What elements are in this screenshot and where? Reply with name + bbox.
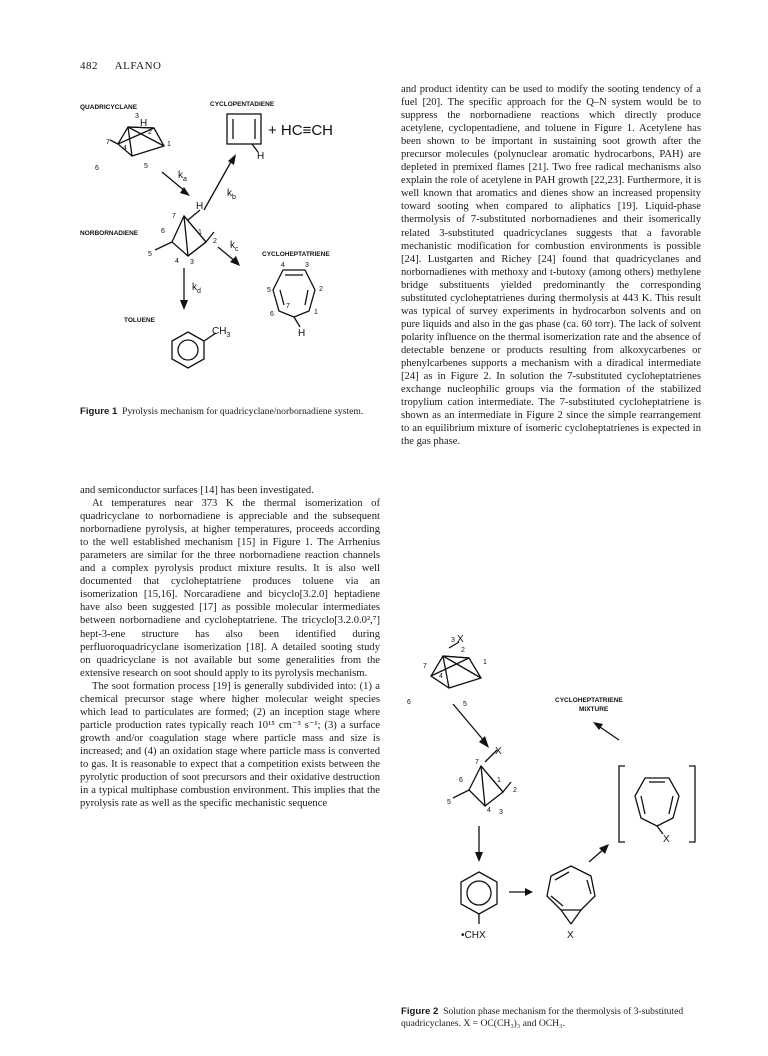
f2-norb-num: 5 xyxy=(447,799,451,806)
f2-norb-x: X xyxy=(495,746,502,757)
right-column-text xyxy=(401,83,701,448)
mixture-label-line1: CYCLOHEPTATRIENE xyxy=(555,697,623,704)
quad-num: 4 xyxy=(123,145,127,152)
left-paragraph-2: At temperatures near 373 K the thermal isomerization of quadricyclane to norbornadiene is appreciable and the subsequent norbornadiene pyrolysis, at higher temperatures, proceeds according to the well established mechanism [15] in Figure 1. The Arrhenius parameters are similar for the three norbornadiene reaction channels and a complex pyrolysis product mixture results. It is also well documented that cycloheptatriene produces toluene via an isomerization [15,16]. Norcaradiene and bicyclo[3.2.0] heptadiene have also been suggested [17] as possible molecular intermediates between norbornadiene and cycloheptatriene. The tricyclo[3.2.0.0²,⁷] hept-3-ene structure has also been identified during perfluoroquadricyclane isomerization [18]. A detailed sooting study on quadricyclane is not available but some generalities from the extensive research on soot should apply to its pyrolysis mechanism. xyxy=(80,498,380,679)
f2-quad-num: 5 xyxy=(463,701,467,708)
cycloheptatriene-structure xyxy=(273,270,315,327)
cycloheptatriene-mixture-structure xyxy=(619,766,695,842)
f2-quad-num: 6 xyxy=(407,699,411,706)
norb-num: 7 xyxy=(172,213,176,220)
norb-num: 6 xyxy=(161,228,165,235)
f2-norb-num: 7 xyxy=(475,759,479,766)
f2-quad-num: 4 xyxy=(439,673,443,680)
quadricyclane-structure xyxy=(110,127,164,156)
f2-norb-num: 1 xyxy=(497,777,501,784)
cpd-h: H xyxy=(257,151,265,162)
figure-1-caption-text: Pyrolysis mechanism for quadricyclane/norbornadiene system. xyxy=(122,406,364,417)
left-column-text xyxy=(80,484,380,810)
cyclopentadiene-structure xyxy=(227,114,261,152)
running-header xyxy=(80,60,175,72)
norb-num: 1 xyxy=(198,229,202,236)
norcaradiene-intermediate xyxy=(547,866,595,924)
diradical-intermediate xyxy=(461,872,497,924)
chx-group: •CHX xyxy=(461,930,486,941)
chept-num: 6 xyxy=(270,311,274,318)
quad-h: H xyxy=(140,118,148,129)
norcaradiene-x: X xyxy=(567,930,574,941)
toluene-ch3: $CH_3$ xyxy=(212,326,231,339)
rate-constant-kc: $k_c$ xyxy=(230,240,239,253)
rate-constant-ka: $k_a$ xyxy=(178,170,187,183)
left-paragraph-3: The soot formation process [19] is generally subdivided into: (1) a chemical precursor stage where higher molecular weight species which lead to particulates are formed; (2) an inception stage where particle production rates typically reach 10¹⁵ cm⁻³ s⁻¹; (3) a surface growth and/or coagulation stage where particle mass and size is increased; and (4) an oxidation stage where particle mass is converted to gas. It is reasonable to expect that a competition exists between the pyrolytic production of soot precursors and their oxidative destruction in a typical multiphase combustion environment. This implies that the pyrolysis rate as well as the specific mechanistic sequence xyxy=(80,680,380,810)
norb-num: 4 xyxy=(175,258,179,265)
chept-h: H xyxy=(298,328,306,339)
mixture-label-line2: MIXTURE xyxy=(579,706,609,713)
cycloheptatriene-label: CYCLOHEPTATRIENE xyxy=(262,251,330,258)
quadricyclane-label: QUADRICYCLANE xyxy=(80,104,138,111)
norbornadiene-label: NORBORNADIENE xyxy=(80,230,139,237)
quad-num: 6 xyxy=(95,165,99,172)
substituted-quadricyclane xyxy=(431,642,481,688)
figure-1-diagram xyxy=(80,92,380,402)
f2-norb-num: 2 xyxy=(513,787,517,794)
quad-num: 7 xyxy=(106,139,110,146)
f2-norb-num: 3 xyxy=(499,809,503,816)
norb-num: 2 xyxy=(213,238,217,245)
quad-num: 2 xyxy=(148,129,152,136)
toluene-label: TOLUENE xyxy=(124,317,155,324)
quad-num: 3 xyxy=(135,113,139,120)
f2-norb-num: 6 xyxy=(459,777,463,784)
figure-2-caption xyxy=(401,1006,706,1030)
chept-num: 1 xyxy=(314,309,318,316)
acetylene-product: + HC≡CH xyxy=(268,122,334,139)
norb-num: 5 xyxy=(148,251,152,258)
norb-h: H xyxy=(196,201,204,212)
f2-quad-num: 1 xyxy=(483,659,487,666)
figure-1-caption-label: Figure 1 xyxy=(80,406,118,417)
f2-quad-num: 2 xyxy=(461,647,465,654)
chept-num: 7 xyxy=(286,303,290,310)
chept-num: 5 xyxy=(267,287,271,294)
quad-num: 5 xyxy=(144,163,148,170)
chept-num: 3 xyxy=(305,262,309,269)
f2-quad-num: 3 xyxy=(451,637,455,644)
cyclopentadiene-label: CYCLOPENTADIENE xyxy=(210,101,275,108)
page-number: 482 xyxy=(80,60,98,72)
toluene-structure xyxy=(172,332,216,368)
running-head-author: ALFANO xyxy=(114,60,162,72)
chept-num: 4 xyxy=(281,262,285,269)
quad-num: 1 xyxy=(167,141,171,148)
left-paragraph-1: and semiconductor surfaces [14] has been investigated. xyxy=(80,485,314,496)
right-paragraph-1: and product identity can be used to modify the sooting tendency of a fuel [20]. The specific approach for the Q–N system would be to suppress the norbornadiene reactions which directly produce acetylene, cyclopentadiene, and toluene in Figure 1. Acetylene has been shown to be important in sustaining soot growth after the precursor molecules (polynuclear aromatic hydrocarbons, PAH) are depleted in premixed flames [21]. Two free radical mechanisms also explain the role of acetylene in PAH growth [22,23]. Furthermore, it is well known that aromatics and dienes show an increased propensity toward sooting when compared to aliphatics [19]. Liquid-phase thermolysis of 7-substituted norbornadienes and their isomerically related 3-substituted quadricyclanes suggests that a favorable mechanistic modification for combustion environments is possible [24]. Lustgarten and Richey [24] found that quadricyclanes and norbornadienes with methoxy and t-butoxy (among others) methylene bridge substituents yielded predominantly the corresponding substituted cycloheptatrienes during thermolysis at 443 K. This result was typical of survey experiments in hydrocarbon solvents and on pure liquids and also in the gas phase (ca. 60 torr). The lack of solvent polarity influence on the thermal isomerization rate and the absence of detectable benzene or products resulting from alkoxycarbenes or phenylcarbenes supports a mechanism with a diradical intermediate [24] as in Figure 2. In solution the 7-substituted cycloheptatrienes exchange nucleophilic groups via the formation of the stabilized tropylium cation intermediate. The 7-substituted cycloheptatriene is shown as an intermediate in Figure 2 since the simple rearrangement to an equilibrium mixture of isomeric cycloheptatrienes is expected in the gas phase. xyxy=(401,84,701,448)
figure-2-caption-text: Solution phase mechanism for the thermolysis of 3-substituted quadricyclanes. X = OC(CH₃)₃ and OCH₃. xyxy=(401,1006,684,1029)
rate-constant-kd: $k_d$ xyxy=(192,282,201,295)
f2-quad-num: 7 xyxy=(423,663,427,670)
figure-2-diagram xyxy=(401,630,706,1000)
rate-constant-kb: $k_b$ xyxy=(227,188,236,201)
figure-2-caption-label: Figure 2 xyxy=(401,1006,439,1017)
cht-mixture-x: X xyxy=(663,834,670,845)
norb-num: 3 xyxy=(190,259,194,266)
figure-1-caption xyxy=(80,406,380,418)
f2-norb-num: 4 xyxy=(487,807,491,814)
f2-quad-x: X xyxy=(457,634,464,645)
chept-num: 2 xyxy=(319,286,323,293)
